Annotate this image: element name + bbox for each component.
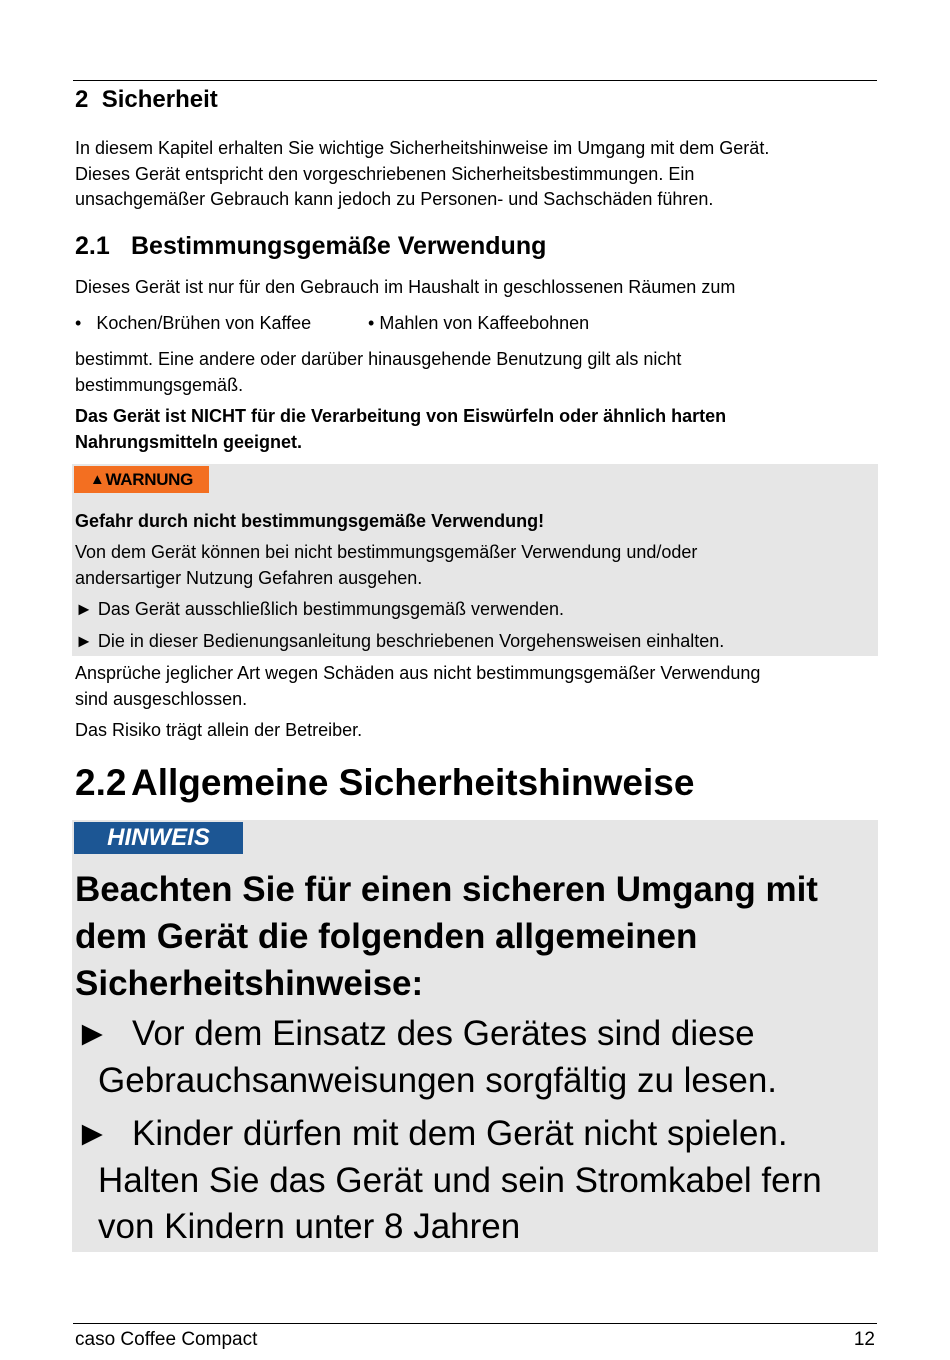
warning-triangle-icon: ▲ <box>89 471 105 488</box>
warning-step: ► Das Gerät ausschließlich bestimmungsgemäß verwenden. <box>75 599 565 619</box>
footer-rule <box>73 1323 877 1324</box>
claims-text: Ansprüche jeglicher Art wegen Schäden aus nicht bestimmungsgemäßer Verwendung sind ausgeschlossen. <box>75 663 761 709</box>
list-item: • Kochen/Brühen von Kaffee <box>75 313 312 333</box>
warning-text: Von dem Gerät können bei nicht bestimmungsgemäßer Verwendung und/oder andersartiger Nutzung Gefahren ausgehen. <box>75 542 698 588</box>
notice-heading: Beachten Sie für einen sicheren Umgang mit dem Gerät die folgenden allgemeinen Sicherheitshinweise: <box>75 870 818 1003</box>
arrow-right-icon: ► <box>75 1114 110 1153</box>
notice-badge: HINWEIS <box>74 822 243 854</box>
section-heading-2-1: 2.1 Bestimmungsgemäße Verwendung <box>75 232 547 260</box>
notice-item: ► Kinder dürfen mit dem Gerät nicht spielen. Halten Sie das Gerät und sein Stromkabel fern von Kindern unter 8 Jahren <box>75 1111 822 1251</box>
risk-text: Das Risiko trägt allein der Betreiber. <box>75 720 363 740</box>
warning-step: ► Die in dieser Bedienungsanleitung beschriebenen Vorgehensweisen einhalten. <box>75 631 725 651</box>
usage-after: bestimmt. Eine andere oder darüber hinausgehende Benutzung gilt als nicht bestimmungsgemäß. <box>75 349 682 395</box>
footer-page-number: 12 <box>853 1329 875 1350</box>
arrow-right-icon: ► <box>75 1014 110 1053</box>
arrow-right-icon: ► <box>75 631 93 651</box>
warning-badge: ▲ WARNUNG <box>74 466 209 493</box>
footer-product: caso Coffee Compact <box>75 1329 258 1350</box>
section-heading-2-2: 2.2 Allgemeine Sicherheitshinweise <box>75 762 695 803</box>
header-rule <box>73 80 877 81</box>
section-2-intro: In diesem Kapitel erhalten Sie wichtige Sicherheitshinweise im Umgang mit dem Gerät. Dieses Gerät entspricht den vorgeschriebenen Sicherheitsbestimmungen. Ein unsachgemäßer Gebrauch kann jedoch zu Personen- und Sachschäden führen. <box>75 138 770 209</box>
list-item: • Mahlen von Kaffeebohnen <box>368 313 590 333</box>
warning-heading: Gefahr durch nicht bestimmungsgemäße Verwendung! <box>75 511 545 531</box>
usage-lead: Dieses Gerät ist nur für den Gebrauch im Haushalt in geschlossenen Räumen zum <box>75 277 736 297</box>
notice-item: ► Vor dem Einsatz des Gerätes sind diese Gebrauchsanweisungen sorgfältig zu lesen. <box>75 1011 777 1104</box>
arrow-right-icon: ► <box>75 599 93 619</box>
section-heading-2: 2 Sicherheit <box>75 86 218 113</box>
usage-bold-note: Das Gerät ist NICHT für die Verarbeitung von Eiswürfeln oder ähnlich harten Nahrungsmitteln geeignet. <box>75 406 727 452</box>
